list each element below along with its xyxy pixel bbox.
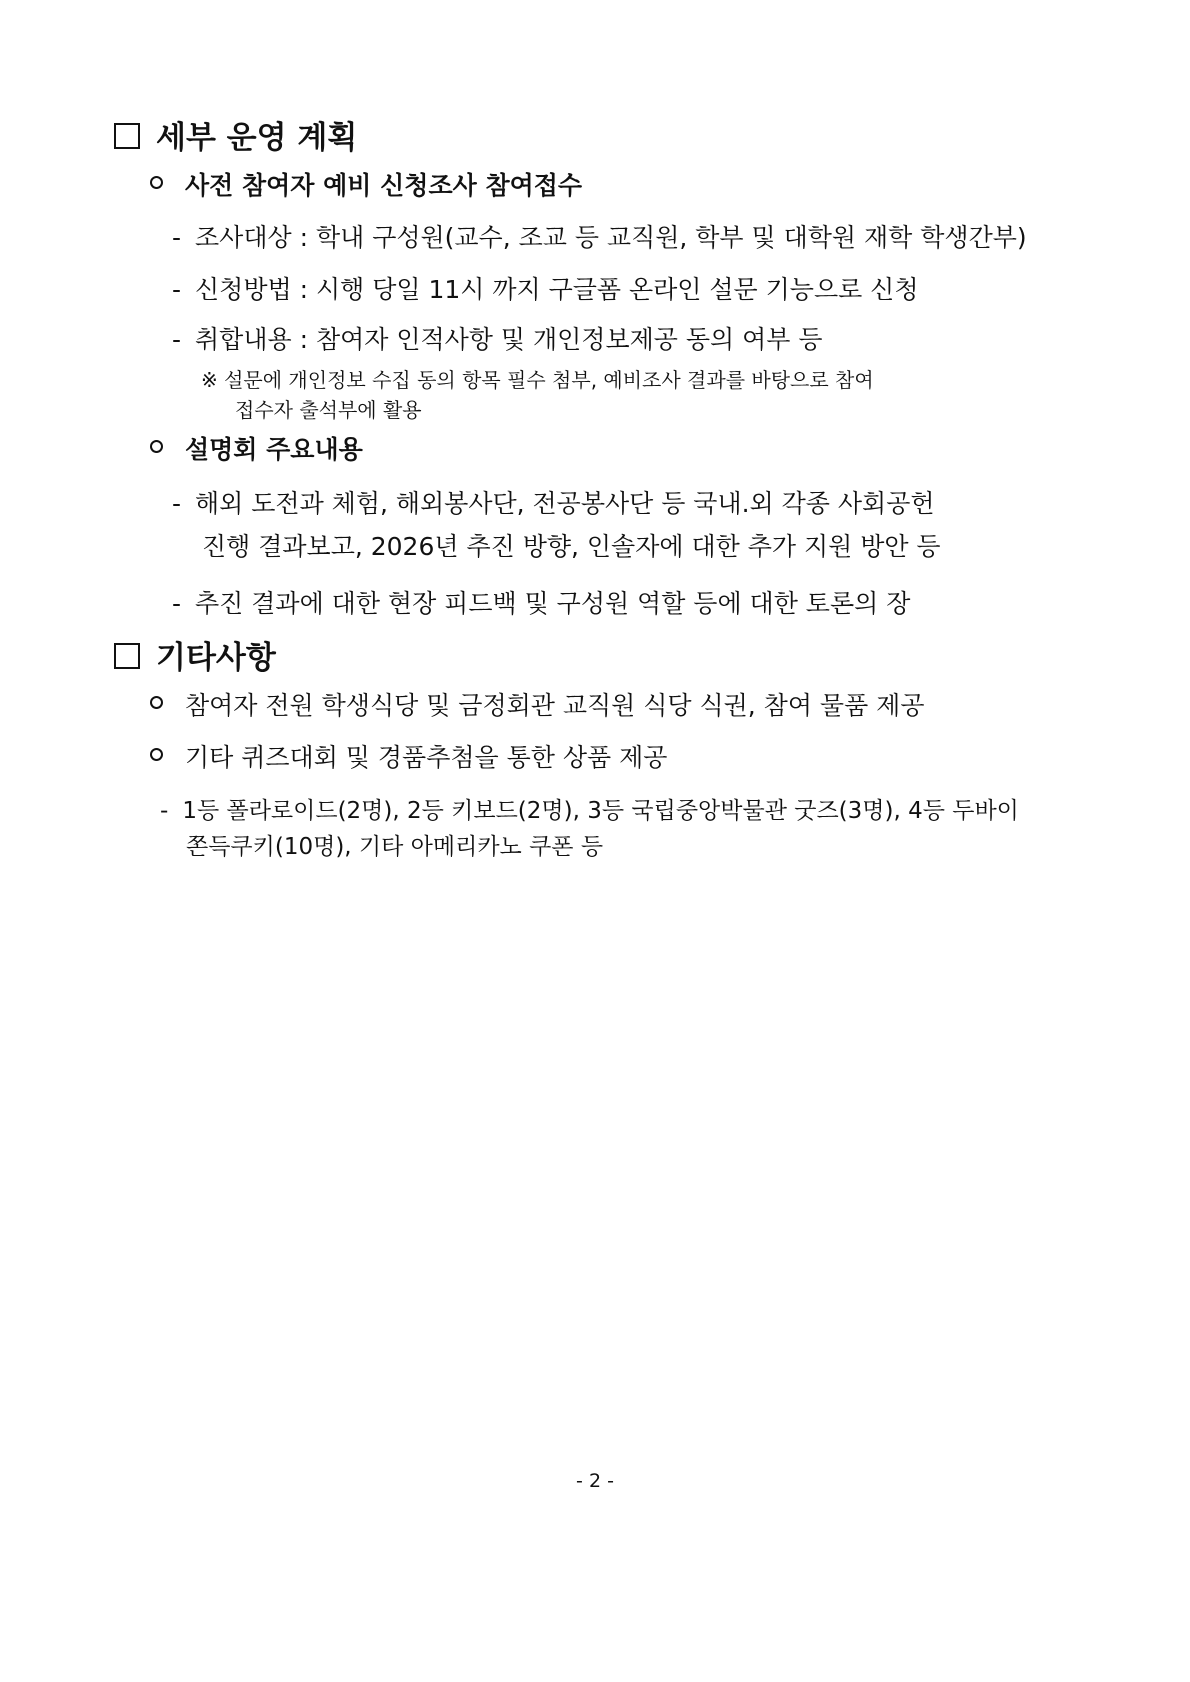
list-item: 기타 퀴즈대회 및 경품추첨을 통한 상품 제공: [150, 738, 667, 774]
list-item: - 해외 도전과 체험, 해외봉사단, 전공봉사단 등 국내.외 각종 사회공헌: [172, 489, 935, 518]
list-item: - 추진 결과에 대한 현장 피드백 및 구성원 역할 등에 대한 토론의 장: [172, 589, 911, 618]
circle-bullet-icon: [150, 696, 163, 709]
note-text-continued: 접수자 출석부에 활용: [235, 398, 422, 422]
section-heading-operation-plan: 세부 운영 계획: [114, 112, 357, 157]
page-number: - 2 -: [576, 1470, 614, 1492]
list-item-continued: 진행 결과보고, 2026년 추진 방향, 인솔자에 대한 추가 지원 방안 등: [202, 532, 941, 561]
dash-bullet: -: [172, 589, 182, 618]
dash-bullet: -: [172, 223, 182, 252]
section-heading-other-matters: 기타사항: [114, 632, 276, 677]
prize-list-item-continued: 쫀득쿠키(10명), 기타 아메리카노 쿠폰 등: [186, 834, 604, 860]
list-item: - 취합내용 : 참여자 인적사항 및 개인정보제공 동의 여부 등: [172, 325, 823, 354]
dash-bullet: -: [172, 489, 182, 518]
prize-list-item: - 1등 폴라로이드(2명), 2등 키보드(2명), 3등 국립중앙박물관 굿즈(3명), 4등 두바이: [160, 798, 1019, 824]
list-item: - 조사대상 : 학내 구성원(교수, 조교 등 교직원, 학부 및 대학원 재학 학생간부): [172, 223, 1027, 252]
circle-bullet-icon: [150, 440, 163, 453]
list-item: 참여자 전원 학생식당 및 금정회관 교직원 식당 식권, 참여 물품 제공: [150, 686, 924, 722]
dash-bullet: -: [160, 798, 169, 824]
circle-bullet-icon: [150, 176, 163, 189]
circle-bullet-icon: [150, 748, 163, 761]
note-text: ※ 설문에 개인정보 수집 동의 항목 필수 첨부, 예비조사 결과를 바탕으로 참여: [201, 368, 874, 392]
list-item: - 신청방법 : 시행 당일 11시 까지 구글폼 온라인 설문 기능으로 신청: [172, 275, 919, 304]
checkbox-square-icon: [114, 123, 140, 149]
dash-bullet: -: [172, 325, 182, 354]
dash-bullet: -: [172, 275, 182, 304]
checkbox-square-icon: [114, 643, 140, 669]
subsection-heading-briefing-content: 설명회 주요내용: [150, 430, 363, 466]
subsection-heading-pre-registration: 사전 참여자 예비 신청조사 참여접수: [150, 166, 582, 202]
